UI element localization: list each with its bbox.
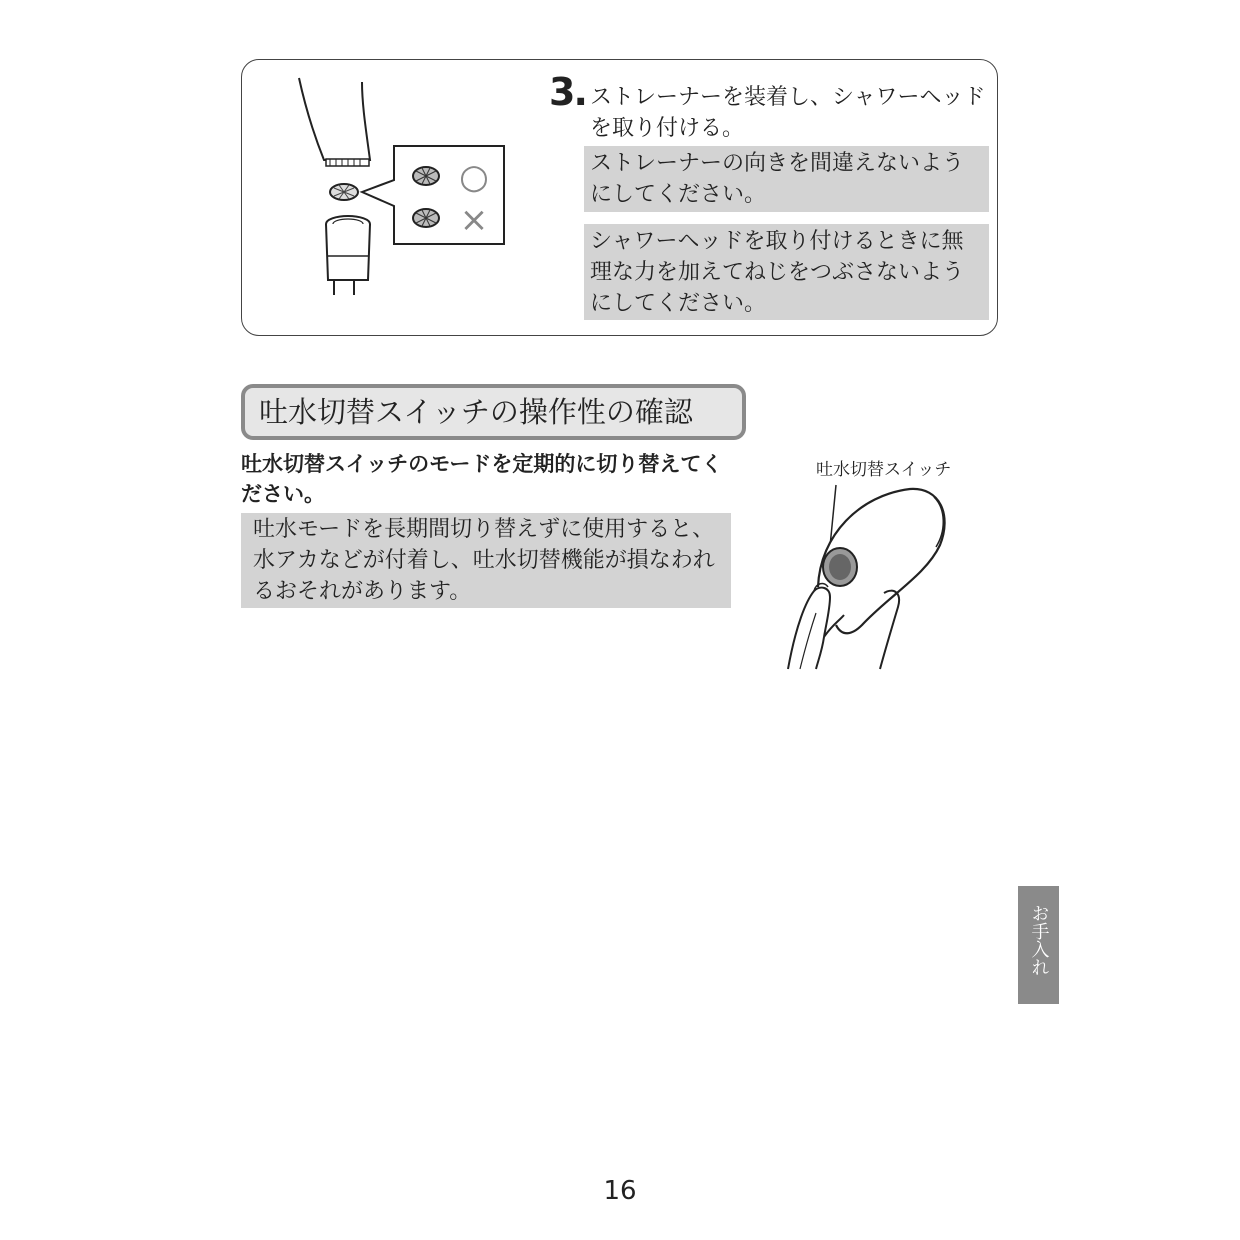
switch-label: 吐水切替スイッチ xyxy=(816,460,952,480)
strainer-illustration xyxy=(242,60,522,310)
wrong-mark: × xyxy=(459,200,489,240)
shower-head-illustration xyxy=(780,475,980,675)
section-title: 吐水切替スイッチの操作性の確認 xyxy=(241,384,746,440)
note-strainer-orientation: ストレーナーの向きを間違えないようにしてください。 xyxy=(584,146,989,212)
note-no-excess-force: シャワーヘッドを取り付けるときに無理な力を加えてねじをつぶさないようにしてください。 xyxy=(584,224,989,320)
correct-mark: ○ xyxy=(459,157,489,197)
step-number: 3. xyxy=(549,70,586,114)
caution-box: 吐水モードを長期間切り替えずに使用すると、水アカなどが付着し、吐水切替機能が損なわれるおそれがあります。 xyxy=(241,513,731,608)
section-lead-text: 吐水切替スイッチのモードを定期的に切り替えてください。 xyxy=(241,452,723,506)
side-tab-maintenance: お手入れ xyxy=(1018,886,1059,1004)
page-number: 16 xyxy=(603,1176,637,1206)
step-instruction: ストレーナーを装着し、シャワーヘッドを取り付ける。 xyxy=(590,85,986,141)
step-3-box xyxy=(241,59,998,336)
